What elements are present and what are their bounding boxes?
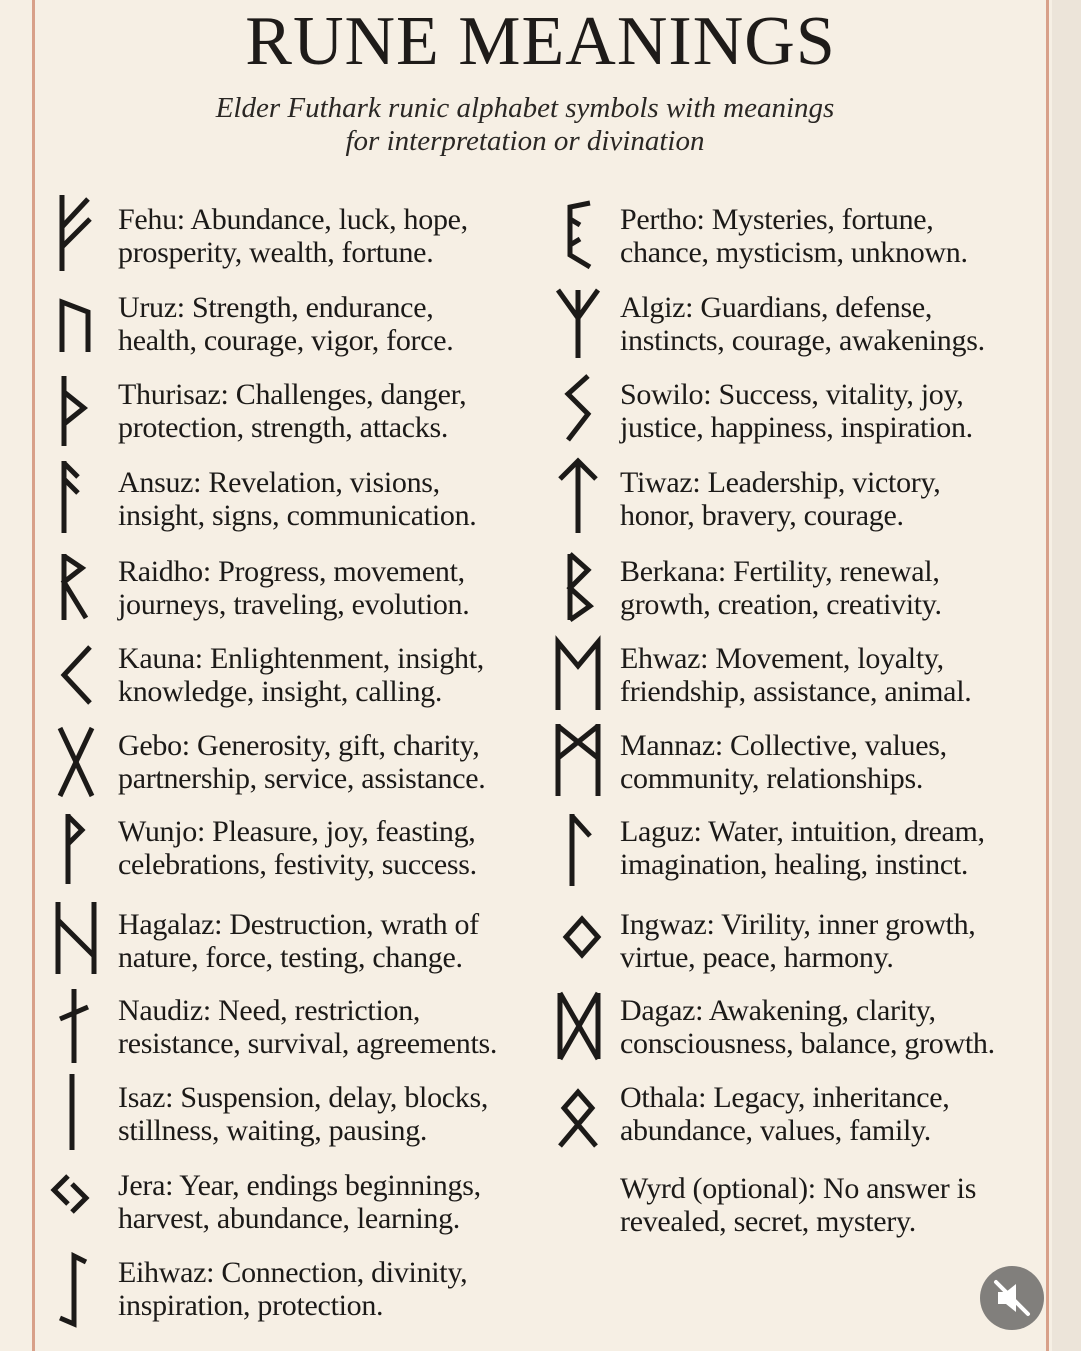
entry-line-2: imagination, healing, instinct. [620, 848, 969, 881]
entry-eihwaz [118, 1256, 467, 1322]
entry-mannaz [620, 729, 947, 795]
entry-hagalaz [118, 908, 479, 974]
entry-othala [620, 1081, 949, 1147]
entry-jera [118, 1169, 481, 1235]
right-margin [1052, 0, 1081, 1351]
berkana-rune-icon [552, 548, 604, 628]
left-border-rule [32, 0, 35, 1351]
entry-line-2: instincts, courage, awakenings. [620, 324, 985, 357]
entry-line-1: Othala: Legacy, inheritance, [620, 1081, 950, 1114]
entry-line-2: virtue, peace, harmony. [620, 941, 894, 974]
raidho-rune-icon [50, 548, 102, 628]
entry-line-1: Dagaz: Awakening, clarity, [620, 994, 936, 1027]
entry-ehwaz [620, 642, 971, 708]
laguz-rune-icon [552, 808, 604, 888]
entry-line-1: Thurisaz: Challenges, danger, [118, 378, 467, 411]
entry-line-1: Kauna: Enlightenment, insight, [118, 642, 484, 675]
entry-algiz [620, 291, 985, 357]
entry-line-2: partnership, service, assistance. [118, 762, 486, 795]
mute-toggle-button[interactable] [980, 1266, 1044, 1330]
entry-thurisaz [118, 378, 466, 444]
entry-line-2: prosperity, wealth, fortune. [118, 236, 434, 269]
tiwaz-rune-icon [552, 455, 604, 535]
entry-dagaz [620, 994, 995, 1060]
entry-laguz [620, 815, 985, 881]
entry-raidho [118, 555, 469, 621]
entry-line-2: inspiration, protection. [118, 1289, 384, 1322]
entry-line-1: Eihwaz: Connection, divinity, [118, 1256, 468, 1289]
entry-gebo [118, 729, 485, 795]
entry-line-2: consciousness, balance, growth. [620, 1027, 995, 1060]
naudiz-rune-icon [50, 985, 102, 1065]
entry-line-1: Isaz: Suspension, delay, blocks, [118, 1081, 489, 1114]
wunjo-rune-icon [50, 808, 102, 888]
ingwaz-rune-icon [556, 897, 608, 977]
entry-uruz [118, 291, 453, 357]
entry-fehu [118, 203, 468, 269]
entry-wunjo [118, 815, 477, 881]
pertho-rune-icon [552, 195, 604, 275]
entry-line-2: knowledge, insight, calling. [118, 675, 443, 708]
othala-rune-icon [554, 1072, 606, 1152]
hagalaz-rune-icon [50, 898, 102, 978]
entry-berkana [620, 555, 942, 621]
sowilo-rune-icon [552, 370, 604, 450]
entry-line-1: Pertho: Mysteries, fortune, [620, 203, 934, 236]
page-title: RUNE MEANINGS [245, 3, 836, 80]
entry-line-1: Laguz: Water, intuition, dream, [620, 815, 985, 848]
entry-line-2: revealed, secret, mystery. [620, 1205, 916, 1238]
entry-line-1: Hagalaz: Destruction, wrath of [118, 908, 479, 941]
subtitle-line-1: Elder Futhark runic alphabet symbols with meanings [215, 92, 835, 124]
entry-line-1: Fehu: Abundance, luck, hope, [118, 203, 468, 236]
entry-line-2: health, courage, vigor, force. [118, 324, 454, 357]
kauna-rune-icon [50, 635, 102, 715]
entry-line-2: nature, force, testing, change. [118, 941, 463, 974]
entry-isaz [118, 1081, 488, 1147]
mannaz-rune-icon [552, 718, 604, 798]
uruz-rune-icon [50, 290, 102, 370]
dagaz-rune-icon [554, 985, 606, 1065]
entry-line-2: journeys, traveling, evolution. [118, 588, 470, 621]
isaz-rune-icon [50, 1072, 102, 1152]
entry-line-2: protection, strength, attacks. [118, 411, 449, 444]
entry-ansuz [118, 466, 477, 532]
entry-line-1: Gebo: Generosity, gift, charity, [118, 729, 480, 762]
entry-line-1: Tiwaz: Leadership, victory, [620, 466, 941, 499]
entry-line-1: Wyrd (optional): No answer is [620, 1172, 977, 1205]
entry-line-1: Wunjo: Pleasure, joy, feasting, [118, 815, 476, 848]
right-border-rule [1046, 0, 1049, 1351]
entry-line-1: Sowilo: Success, vitality, joy, [620, 378, 964, 411]
entry-line-2: stillness, waiting, pausing. [118, 1114, 428, 1147]
entry-line-2: harvest, abundance, learning. [118, 1202, 460, 1235]
subtitle [0, 92, 1050, 158]
entry-naudiz [118, 994, 497, 1060]
fehu-rune-icon [50, 193, 102, 273]
entry-line-1: Ehwaz: Movement, loyalty, [620, 642, 944, 675]
entry-line-1: Naudiz: Need, restriction, [118, 994, 421, 1027]
entry-line-1: Jera: Year, endings beginnings, [118, 1169, 481, 1202]
subtitle-line-2: for interpretation or divination [345, 125, 705, 157]
entry-line-2: growth, creation, creativity. [620, 588, 942, 621]
entry-line-1: Ingwaz: Virility, inner growth, [620, 908, 976, 941]
entry-line-2: resistance, survival, agreements. [118, 1027, 498, 1060]
muted-speaker-icon [980, 1266, 1044, 1330]
entry-wyrd [620, 1172, 976, 1238]
entry-line-2: honor, bravery, courage. [620, 499, 904, 532]
entry-ingwaz [620, 908, 976, 974]
gebo-rune-icon [50, 722, 102, 802]
entry-line-1: Berkana: Fertility, renewal, [620, 555, 940, 588]
entry-line-1: Mannaz: Collective, values, [620, 729, 947, 762]
jera-rune-icon [48, 1160, 100, 1240]
entry-line-2: friendship, assistance, animal. [620, 675, 972, 708]
entry-line-2: insight, signs, communication. [118, 499, 477, 532]
entry-tiwaz [620, 466, 940, 532]
entry-line-2: community, relationships. [620, 762, 924, 795]
entry-line-2: abundance, values, family. [620, 1114, 931, 1147]
entry-line-2: justice, happiness, inspiration. [620, 411, 973, 444]
thurisaz-rune-icon [50, 370, 102, 450]
entry-kauna [118, 642, 484, 708]
ansuz-rune-icon [50, 455, 102, 535]
entry-line-1: Raidho: Progress, movement, [118, 555, 465, 588]
entry-line-1: Ansuz: Revelation, visions, [118, 466, 440, 499]
algiz-rune-icon [552, 284, 604, 364]
entry-pertho [620, 203, 968, 269]
ehwaz-rune-icon [552, 632, 604, 712]
entry-sowilo [620, 378, 973, 444]
entry-line-1: Uruz: Strength, endurance, [118, 291, 434, 324]
entry-line-2: chance, mysticism, unknown. [620, 236, 968, 269]
entry-line-1: Algiz: Guardians, defense, [620, 291, 933, 324]
eihwaz-rune-icon [50, 1252, 102, 1332]
entry-line-2: celebrations, festivity, success. [118, 848, 477, 881]
